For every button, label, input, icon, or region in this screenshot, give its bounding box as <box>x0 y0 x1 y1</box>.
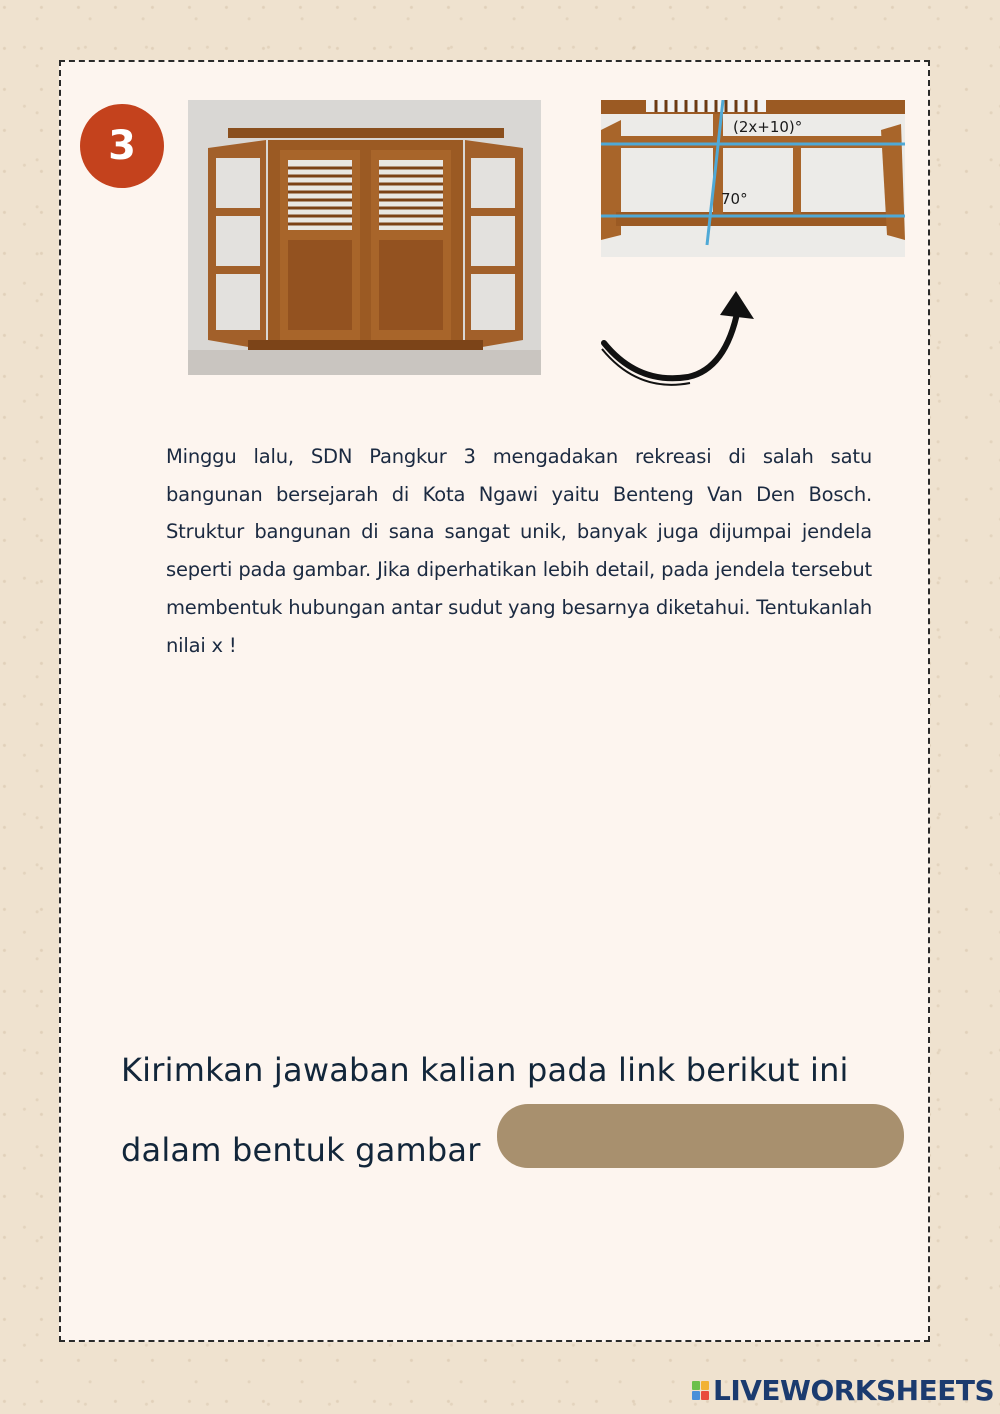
brand-name: LIVEWORKSHEETS <box>713 1373 995 1407</box>
question-number: 3 <box>108 123 136 169</box>
window-detail-photo <box>601 100 905 257</box>
answer-link-field[interactable] <box>497 1104 904 1168</box>
angle-label-top: (2x+10)° <box>733 118 803 136</box>
window-photo <box>188 100 541 375</box>
problem-text: Minggu lalu, SDN Pangkur 3 mengadakan rekreasi di salah satu bangunan bersejarah di Kota Ngawi yaitu Benteng Van Den Bosch. Struktur bangunan di sana sangat unik, banyak juga dijumpai jendela seperti pada gambar. Jika diperhatikan lebih detail, pada jendela tersebut membentuk hubungan antar sudut yang besarnya diketahui. Tentukanlah nilai x ! <box>166 445 872 657</box>
curved-arrow-icon <box>598 285 758 390</box>
question-number-badge <box>80 104 164 188</box>
liveworksheets-logo <box>692 1372 994 1408</box>
angle-label-bottom: 70° <box>721 190 748 208</box>
submission-prompt: Kirimkan jawaban kalian pada link berikut ini dalam bentuk gambar <box>121 1051 849 1169</box>
liveworksheets-logo-icon <box>692 1381 709 1400</box>
